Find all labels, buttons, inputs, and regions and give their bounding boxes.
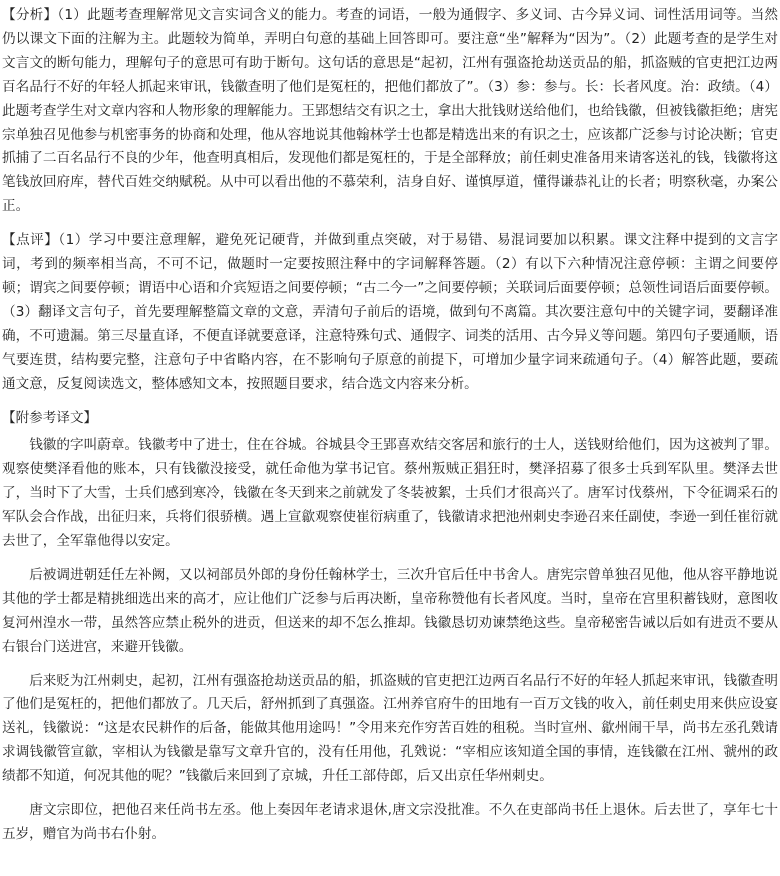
translation-paragraph-2: 后被调进朝廷任左补阙，又以祠部员外郎的身份任翰林学士，三次升官后任中书舍人。唐宪宗曾单独召见他，他从容平静地说其他的学士都是精挑细选出来的高才，应让他们广泛参与后再决断，皇帝称赞他有长者风度。当时，皇帝在宫里积蓄钱财，意图收复河州湟水一带，虽然答应禁止税外的进贡，但送来的却不怎么推却。钱徽恳切劝谏禁绝这些。皇帝秘密告诫以后如有进贡不要从右银台门送进宫，来避开钱徽。 [2, 566, 778, 655]
analysis-section: 【分析】（1）此题考查理解常见文言实词含义的能力。考查的词语，一般为通假字、多义词、古今异义词、词性活用词等。当然仍以课文下面的注解为主。此题较为简单，弄明白句意的基础上回答即可。要注意“坐”解释为“因为”。（2）此题考查的是学生对文言文的断句能力，理解句子的意思可有助于断句。这句话的意思是“起初，江州有强盗抢劫送贡品的船，抓盗贼的官吏把江边两百名品行不好的年轻人抓起来审讯，钱徽查明了他们是冤枉的，把他们都放了”。（3）参：参与。长：长者风度。治：政绩。（4）此题考查学生对文章内容和人物形象的理解能力。王郢想结交有识之士，拿出大批钱财送给他们，也给钱徽，但被钱徽拒绝；唐宪宗单独召见他参与机密事务的协商和处理，他从容地说其他翰林学士也都是精选出来的有识之士，应该都广泛参与讨论决断；官吏抓捕了二百名品行不良的少年，他查明真相后，发现他们都是冤枉的，于是全部释放；前任刺史准备用来请客送礼的钱，钱徽将这笔钱放回府库，替代百姓交纳赋税。从中可以看出他的不慕荣利，洁身自好、谨慎厚道，懂得谦恭礼让的长者；明察秋毫，办案公正。 [2, 7, 778, 215]
translation-paragraph-4: 唐文宗即位，把他召来任尚书左丞。他上奏因年老请求退休,唐文宗没批准。不久在吏部尚书任上退休。后去世了，享年七十五岁，赠官为尚书右仆射。 [2, 802, 778, 842]
translation-title: 【附参考译文】 [2, 409, 98, 426]
comment-section: 【点评】（1）学习中要注意理解，避免死记硬背，并做到重点突破，对于易错、易混词要加以积累。课文注释中提到的文言字词，考到的频率相当高，不可不记，做题时一定要按照注释中的字词解释答题。（2）有以下六种情况注意停顿：主谓之间要停顿；谓宾之间要停顿；谓语中心语和介宾短语之间要停顿；“古二今一”之间要停顿；关联词后面要停顿；总领性词语后面要停顿。（3）翻译文言句子，首先要理解整篇文章的文意，弄清句子前后的语境，做到句不离篇。其次要注意句中的关键字词，要翻译准确，不可遗漏。第三尽量直译，不便直译就要意译，注意特殊句式、通假字、词类的活用、古今异义等问题。第四句子要通顺，语气要连贯，结构要完整，注意句子中省略内容，在不影响句子原意的前提下，可增加少量字词来疏通句子。（4）解答此题，要疏通文意，反复阅读选文，整体感知文本，按照题目要求，结合选文内容来分析。 [2, 232, 778, 392]
translation-paragraph-1: 钱徽的字叫蔚章。钱徽考中了进士，住在谷城。谷城县令王郢喜欢结交客居和旅行的士人，送钱财给他们，因为这被判了罪。观察使樊泽看他的账本，只有钱徽没接受，就任命他为掌书记官。蔡州叛贼正猖狂时，樊泽招募了很多士兵到军队里。樊泽去世了，当时下了大雪，士兵们感到寒冷，钱徽在冬天到来之前就发了冬装被絮，士兵们才很高兴了。唐军讨伐蔡州，下令征调采石的军队会合作战，出征归来，兵将们很骄横。遇上宣歙观察使崔衍病重了，钱徽请求把池州刺史李逊召来任副使，李逊一到任崔衍就去世了，全军靠他得以安定。 [2, 437, 778, 550]
translation-paragraph-3: 后来贬为江州刺史，起初，江州有强盗抢劫送贡品的船，抓盗贼的官吏把江边两百名品行不好的年轻人抓起来审讯，钱徽查明了他们是冤枉的，把他们都放了。几天后，舒州抓到了真强盗。江州养官府牛的田地有一百万文钱的收入，前任刺史用来供应设宴送礼，钱徽说：“这是农民耕作的后备，能做其他用途吗！”令用来充作穷苦百姓的租税。当时宣州、歙州闹干旱，尚书左丞孔戣请求调钱徽管宣歙，宰相认为钱徽是靠写文章升官的，没有任用他，孔戣说：“宰相应该知道全国的事情，连钱徽在江州、虢州的政绩都不知道，何况其他的呢？”钱徽后来回到了京城，升任工部侍郎，后又出京任华州刺史。 [2, 672, 778, 785]
